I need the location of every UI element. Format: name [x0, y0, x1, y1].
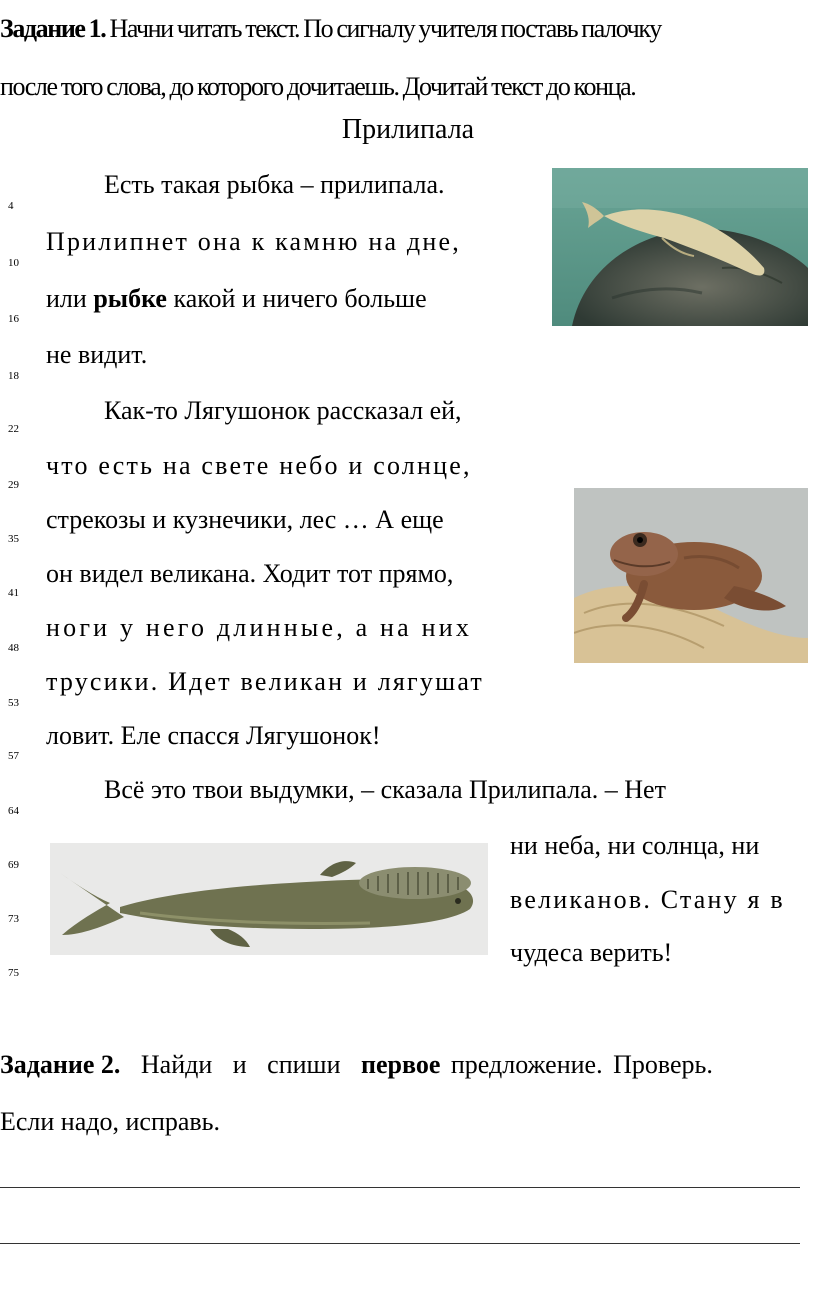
story-line: он видел великана. Ходит тот прямо,	[46, 559, 454, 588]
task1-text-1: Начни читать текст. По сигналу учителя поставь палочку	[105, 14, 661, 43]
line-number: 73	[8, 913, 19, 925]
line-number: 4	[8, 200, 14, 212]
story-line: трусики. Идет великан и лягушат	[46, 667, 484, 696]
story-line: Есть такая рыбка – прилипала.	[104, 170, 445, 199]
task2-label: Задание 2.	[0, 1050, 121, 1079]
line-number: 35	[8, 533, 19, 545]
remora-fish-photo	[50, 843, 488, 955]
line-number: 53	[8, 697, 19, 709]
task2-text-post: предложение. Проверь.	[440, 1050, 713, 1079]
task2-text-pre: Найди и спиши	[120, 1050, 361, 1079]
line-number: 48	[8, 642, 19, 654]
task2-line-2: Если надо, исправь.	[0, 1107, 221, 1136]
line-number: 75	[8, 967, 19, 979]
story-line: ловит. Еле спасся Лягушонок!	[46, 721, 381, 750]
story-line: стрекозы и кузнечики, лес … А еще	[46, 505, 444, 534]
line-number: 22	[8, 423, 19, 435]
story-line: что есть на свете небо и солнце,	[46, 451, 472, 480]
answer-line-1[interactable]	[0, 1187, 800, 1188]
task2-bold-word: первое	[360, 1050, 441, 1079]
story-line: ни неба, ни солнца, ни	[510, 831, 760, 860]
line-number: 64	[8, 805, 19, 817]
story-title: Прилипала	[341, 114, 475, 145]
line-number: 41	[8, 587, 19, 599]
task1-line-1	[0, 0, 816, 58]
story-line: Как-то Лягушонок рассказал ей,	[104, 396, 462, 425]
story-line: не видит.	[46, 340, 148, 369]
frog-photo	[574, 488, 808, 663]
task2-line-1	[0, 1048, 816, 1082]
line-number: 29	[8, 479, 19, 491]
task1-label: Задание 1.	[0, 14, 106, 43]
story-line-bold-word: рыбке	[93, 284, 167, 313]
line-number: 69	[8, 859, 19, 871]
story-line: Всё это твои выдумки, – сказала Прилипала. – Нет	[104, 775, 666, 804]
story-line: Прилипнет она к камню на дне,	[46, 227, 461, 256]
line-number: 18	[8, 370, 19, 382]
story-line: великанов. Стану я в	[510, 885, 785, 914]
story-line: ноги у него длинные, а на них	[46, 613, 473, 642]
line-number: 10	[8, 257, 19, 269]
line-number: 57	[8, 750, 19, 762]
answer-line-2[interactable]	[0, 1243, 800, 1244]
story-line: чудеса верить!	[510, 938, 673, 967]
story-line	[46, 282, 427, 316]
task1-instructions	[0, 0, 816, 116]
story-line-pre: или	[46, 284, 94, 313]
fish-on-rock-photo	[552, 168, 808, 326]
task1-line-2: после того слова, до которого дочитаешь. Дочитай текст до конца.	[0, 72, 636, 101]
line-number: 16	[8, 313, 19, 325]
story-line-post: какой и ничего больше	[166, 284, 427, 313]
